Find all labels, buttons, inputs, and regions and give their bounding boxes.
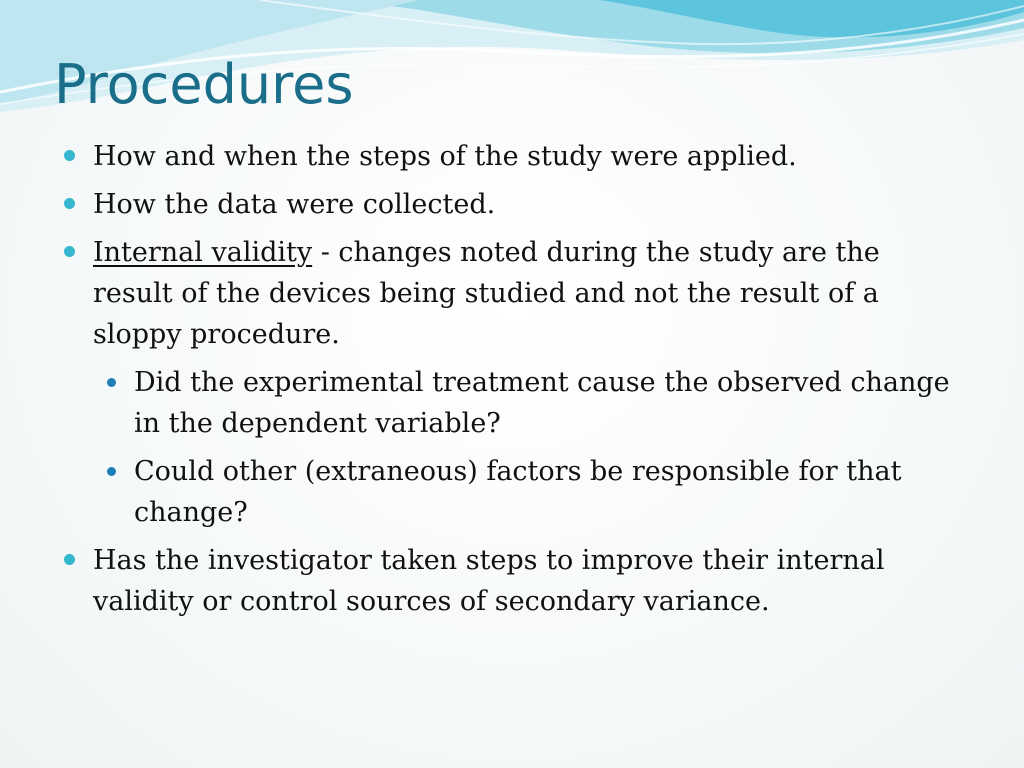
- list-item: [60, 540, 960, 622]
- term-internal-validity: Internal validity: [93, 237, 313, 268]
- bullet-dot-icon: [107, 467, 116, 476]
- bullet-text: Has the investigator taken steps to improve their internal validity or control sources of secondary variance.: [93, 545, 885, 617]
- list-item: [60, 362, 960, 444]
- bullet-text: How the data were collected.: [93, 189, 496, 220]
- bullet-dot-icon: [64, 554, 75, 565]
- bullet-list: [60, 136, 960, 629]
- bullet-dot-icon: [64, 198, 75, 209]
- list-item: [60, 232, 960, 355]
- bullet-text: Did the experimental treatment cause the observed change in the dependent variable?: [134, 367, 950, 439]
- bullet-text: - changes noted during the study are the result of the devices being studied and not the result of a sloppy procedure.: [93, 237, 880, 350]
- bullet-text: How and when the steps of the study were applied.: [93, 141, 797, 172]
- bullet-dot-icon: [107, 378, 116, 387]
- bullet-dot-icon: [64, 246, 75, 257]
- list-item: [60, 136, 960, 177]
- list-item: [60, 451, 960, 533]
- list-item: [60, 184, 960, 225]
- bullet-dot-icon: [64, 150, 75, 161]
- slide-title: Procedures: [54, 53, 354, 116]
- bullet-text: Could other (extraneous) factors be responsible for that change?: [134, 456, 902, 528]
